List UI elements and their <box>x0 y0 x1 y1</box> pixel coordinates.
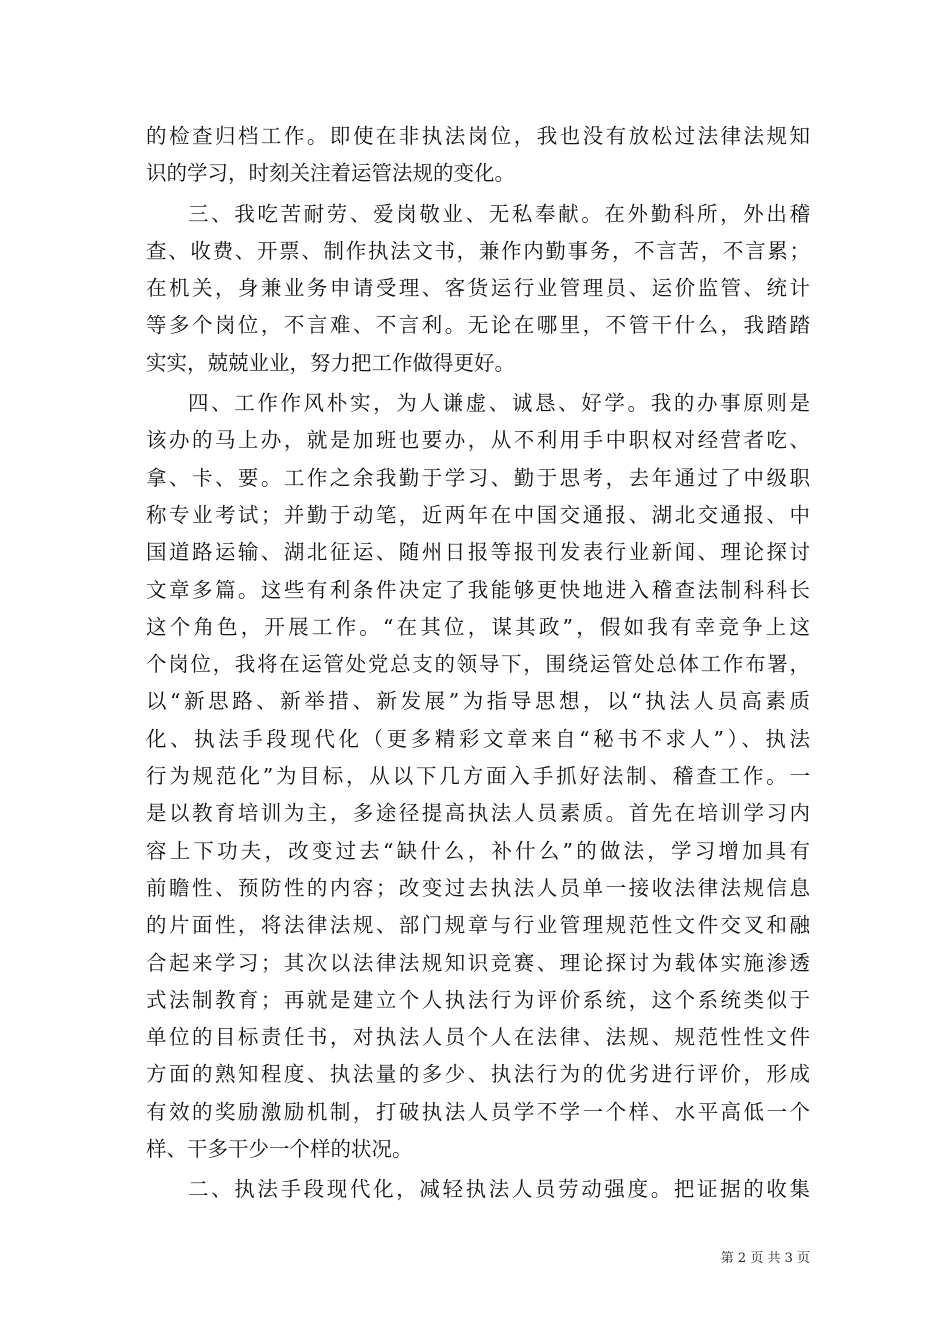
text-line: 实实，兢兢业业，努力把工作做得更好。 <box>146 350 515 375</box>
text-line: 单位的目标责任书，对执法人员个人在法律、法规、规范性性文件 <box>146 1025 810 1050</box>
text-line: 的检查归档工作。即使在非执法岗位，我也没有放松过法律法规知 <box>146 124 810 148</box>
paragraph <box>146 118 810 193</box>
text-line: 这个角色，开展工作。“在其位，谋其政”，假如我有幸竞争上这 <box>146 614 810 639</box>
text-line: 行为规范化”为目标，从以下几方面入手抓好法制、稽查工作。一 <box>146 764 810 789</box>
text-line: 以“新思路、新举措、新发展”为指导思想，以“执法人员高素质 <box>146 689 810 714</box>
text-line: 四、工作作风朴实，为人谦虚、诚恳、好学。我的办事原则是 <box>188 391 810 416</box>
document-body <box>146 118 810 1209</box>
text-line: 合起来学习；其次以法律法规知识竞赛、理论探讨为载体实施渗透 <box>146 950 810 975</box>
text-line: 方面的熟知程度、执法量的多少、执法行为的优劣进行评价，形成 <box>146 1062 810 1087</box>
text-line: 化、执法手段现代化（更多精彩文章来自“秘书不求人”）、执法 <box>146 726 810 751</box>
paragraph <box>146 385 810 1168</box>
text-line: 个岗位，我将在运管处党总支的领导下，围绕运管处总体工作布署， <box>146 652 810 677</box>
text-line: 识的学习，时刻关注着运管法规的变化。 <box>146 161 515 186</box>
text-line: 在机关，身兼业务申请受理、客货运行业管理员、运价监管、统计 <box>146 276 810 301</box>
text-line: 等多个岗位，不言难、不言利。无论在哪里，不管干什么，我踏踏 <box>146 313 810 338</box>
text-line: 称专业考试；并勤于动笔，近两年在中国交通报、湖北交通报、中 <box>146 502 810 527</box>
text-line: 文章多篇。这些有利条件决定了我能够更快地进入稽查法制科科长 <box>146 577 810 602</box>
page-number-footer: 第 2 页 共 3 页 <box>720 1251 810 1266</box>
text-line: 查、收费、开票、制作执法文书，兼作内勤事务，不言苦，不言累； <box>146 238 810 263</box>
text-line: 前瞻性、预防性的内容；改变过去执法人员单一接收法律法规信息 <box>146 875 810 900</box>
text-line: 国道路运输、湖北征运、随州日报等报刊发表行业新闻、理论探讨 <box>146 540 810 565</box>
text-line: 的片面性，将法律法规、部门规章与行业管理规范性文件交叉和融 <box>146 913 810 938</box>
text-line: 三、我吃苦耐劳、爱岗敬业、无私奉献。在外勤科所，外出稽 <box>188 201 810 226</box>
paragraph <box>146 196 810 382</box>
text-line: 式法制教育；再就是建立个人执法行为评价系统，这个系统类似于 <box>146 987 810 1012</box>
text-line: 有效的奖励激励机制，打破执法人员学不学一个样、水平高低一个 <box>146 1099 810 1124</box>
text-line: 容上下功夫，改变过去“缺什么，补什么”的做法，学习增加具有 <box>146 838 810 863</box>
text-line: 该办的马上办，就是加班也要办，从不利用手中职权对经营者吃、 <box>146 428 810 453</box>
text-line: 二、执法手段现代化，减轻执法人员劳动强度。把证据的收集 <box>188 1177 810 1202</box>
text-line: 拿、卡、要。工作之余我勤于学习、勤于思考，去年通过了中级职 <box>146 465 810 490</box>
text-line: 是以教育培训为主，多途径提高执法人员素质。首先在培训学习内 <box>146 801 810 826</box>
text-line: 样、干多干少一个样的状况。 <box>146 1137 413 1162</box>
paragraph <box>146 1171 810 1208</box>
